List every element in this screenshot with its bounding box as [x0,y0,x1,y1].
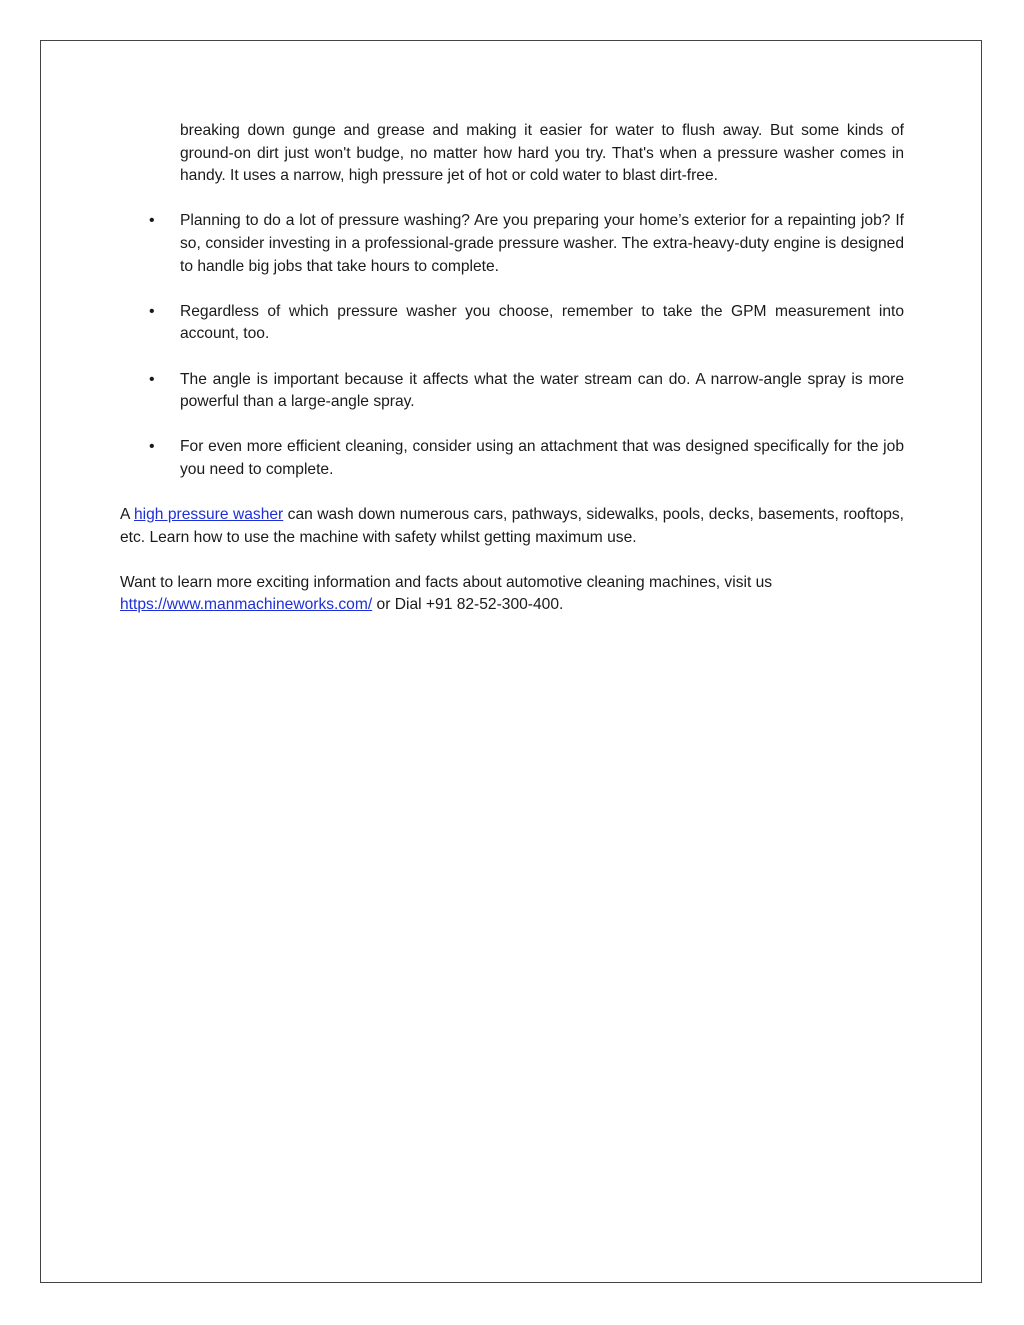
bullet-text: Regardless of which pressure washer you choose, remember to take the GPM measurement into account, too. [180,302,904,343]
bullet-list [120,210,904,481]
bullet-item [149,436,904,481]
contact-prefix: Want to learn more exciting information and facts about automotive cleaning machines, visit us [120,573,773,591]
bullet-item [149,301,904,346]
closing-paragraph [120,504,904,549]
paragraph-suffix: can wash down numerous cars, pathways, sidewalks, pools, decks, basements, rooftops, etc. Learn how to use the machine with safety whilst getting maximum use. [120,506,904,546]
paragraph-prefix: A [120,506,134,524]
bullet-text: For even more efficient cleaning, consider using an attachment that was designed specifically for the job you need to complete. [180,438,904,478]
bullet-item [149,210,904,278]
bullet-dot-icon: • [149,370,155,388]
document-body [120,120,904,617]
contact-paragraph [120,572,904,617]
bullet-item [149,369,904,414]
continued-bullet-text: breaking down gunge and grease and making it easier for water to flush away. But some kinds of ground-on dirt just won't budge, no matter how hard you try. That's when a pressure washer comes in handy. It uses a narrow, high pressure jet of hot or cold water to blast dirt-free. [180,122,904,185]
bullet-dot-icon: • [149,302,155,320]
website-link[interactable]: https://www.manmachineworks.com/ [120,596,373,614]
contact-suffix: or Dial +91 82-52-300-400. [372,596,564,614]
high-pressure-washer-link[interactable]: high pressure washer [133,506,284,524]
bullet-dot-icon: • [149,438,155,456]
bullet-text: Planning to do a lot of pressure washing? Are you preparing your home’s exterior for a repainting job? If so, consider investing in a professional-grade pressure washer. The extra-heavy-duty engine is designed to handle big jobs that take hours to complete. [180,212,904,275]
bullet-text: The angle is important because it affects what the water stream can do. A narrow-angle spray is more powerful than a large-angle spray. [180,370,904,411]
bullet-dot-icon: • [149,212,155,230]
